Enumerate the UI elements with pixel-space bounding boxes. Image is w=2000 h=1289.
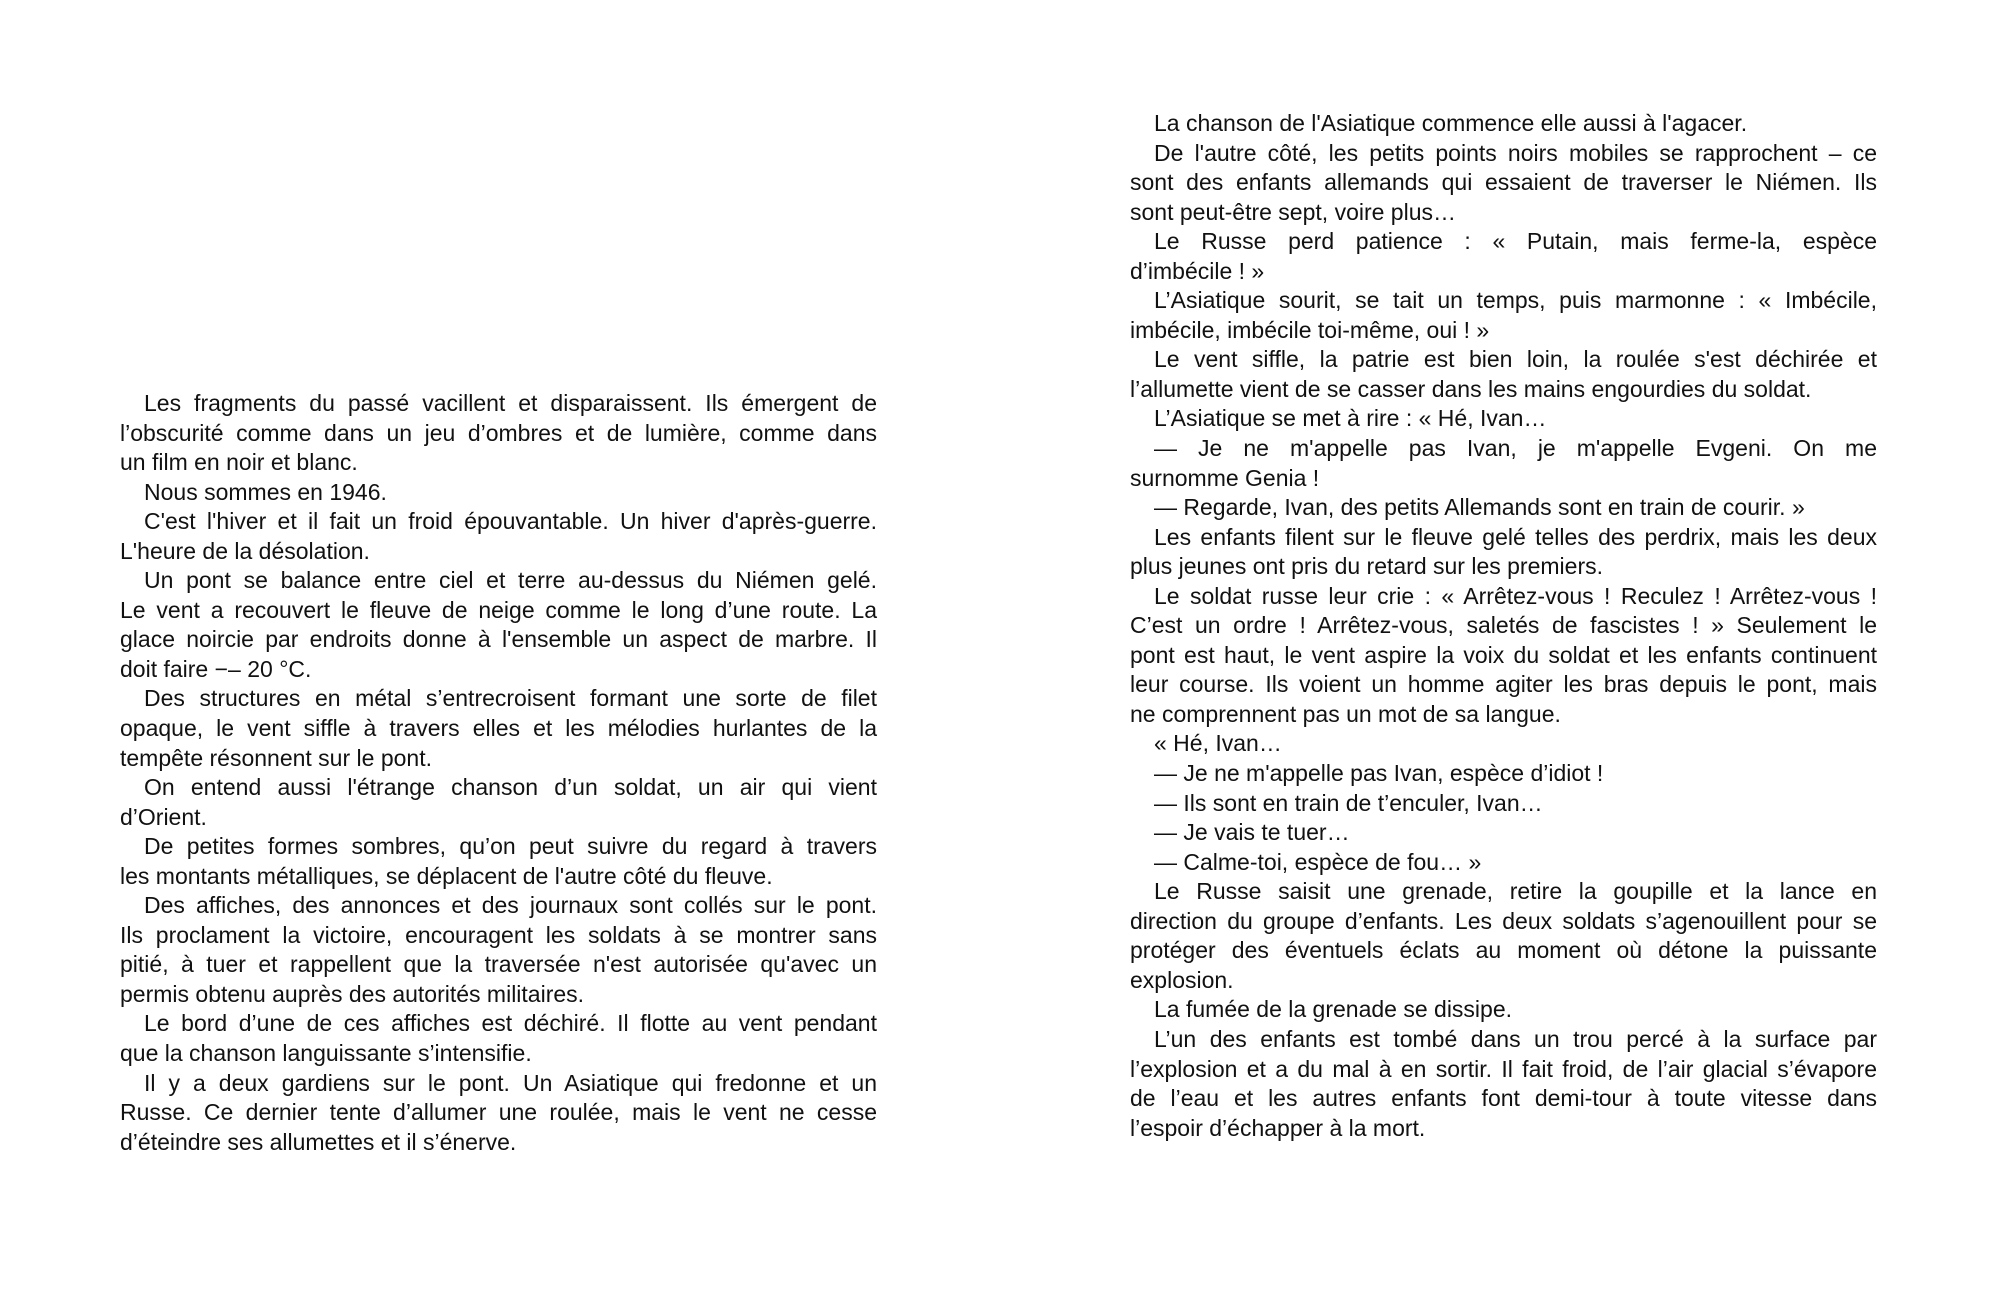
text-line: C'est l'hiver et il fait un froid épouvantable. Un hiver d'après-guerre. (144, 508, 877, 535)
text-line: De l'autre côté, les petits points noirs mobiles se rapprochent – ce (1154, 139, 1877, 166)
text-line: Nous sommes en 1946. (144, 478, 387, 505)
text-line: doit faire −– 20 °C. (120, 655, 312, 682)
text-line: Le Russe perd patience : « Putain, mais ferme-la, espèce (1154, 228, 1877, 255)
text-line: d’éteindre ses allumettes et il s’énerve. (120, 1128, 517, 1155)
text-line: opaque, le vent siffle à travers elles et les mélodies hurlantes de la (120, 715, 877, 742)
text-line: Le soldat russe leur crie : « Arrêtez-vous ! Reculez ! Arrêtez-vous ! (1154, 582, 1877, 609)
text-line: — Je ne m'appelle pas Ivan, espèce d’idiot ! (1154, 760, 1604, 787)
text-line: l’espoir d’échapper à la mort. (1130, 1114, 1426, 1141)
text-line: Le vent siffle, la patrie est bien loin, la roulée s'est déchirée et (1154, 346, 1877, 373)
text-line: Ils proclament la victoire, encouragent les soldats à se montrer sans (120, 921, 877, 948)
text-line: l’obscurité comme dans un jeu d’ombres et de lumière, comme dans (120, 419, 877, 446)
text-line: sont des enfants allemands qui essaient de traverser le Niémen. Ils (1130, 169, 1877, 196)
text-line: d’imbécile ! » (1130, 257, 1265, 284)
text-line: — Ils sont en train de t’enculer, Ivan… (1154, 789, 1543, 816)
left-page-text (120, 389, 877, 1157)
text-line: surnomme Genia ! (1130, 464, 1320, 491)
text-line: Des structures en métal s’entrecroisent formant une sorte de filet (144, 685, 877, 712)
text-line: Les fragments du passé vacillent et disparaissent. Ils émergent de (144, 390, 877, 416)
text-line: Le vent a recouvert le fleuve de neige comme le long d’une route. La (120, 596, 877, 623)
text-line: que la chanson languissante s’intensifie. (120, 1040, 532, 1067)
text-line: — Calme-toi, espèce de fou… » (1154, 848, 1482, 875)
text-line: Russe. Ce dernier tente d’allumer une roulée, mais le vent ne cesse (120, 1099, 877, 1126)
text-line: d’Orient. (120, 803, 207, 830)
text-line: C’est un ordre ! Arrêtez-vous, saletés de fascistes ! » Seulement le (1130, 612, 1877, 639)
text-line: Le bord d’une de ces affiches est déchiré. Il flotte au vent pendant (144, 1010, 877, 1037)
text-line: Il y a deux gardiens sur le pont. Un Asiatique qui fredonne et un (144, 1069, 877, 1096)
text-line: L’Asiatique sourit, se tait un temps, puis marmonne : « Imbécile, (1154, 287, 1877, 314)
text-line: L’un des enfants est tombé dans un trou percé à la surface par (1154, 1025, 1877, 1052)
text-line: « Hé, Ivan… (1154, 730, 1282, 757)
text-line: On entend aussi l'étrange chanson d’un soldat, un air qui vient (144, 774, 877, 801)
text-line: L'heure de la désolation. (120, 537, 370, 564)
right-page-text (1130, 109, 1877, 1143)
text-line: De petites formes sombres, qu’on peut suivre du regard à travers (144, 833, 877, 860)
text-line: pont est haut, le vent aspire la voix du soldat et les enfants continuent (1130, 641, 1877, 668)
text-line: glace noircie par endroits donne à l'ensemble un aspect de marbre. Il (120, 626, 877, 653)
text-line: Des affiches, des annonces et des journaux sont collés sur le pont. (144, 892, 877, 919)
text-line: les montants métalliques, se déplacent de l'autre côté du fleuve. (120, 862, 773, 889)
text-line: tempête résonnent sur le pont. (120, 744, 432, 771)
text-line: explosion. (1130, 966, 1234, 993)
text-line: imbécile, imbécile toi-même, oui ! » (1130, 316, 1490, 343)
text-line: La chanson de l'Asiatique commence elle aussi à l'agacer. (1154, 110, 1748, 136)
text-line: l’allumette vient de se casser dans les mains engourdies du soldat. (1130, 375, 1812, 402)
text-line: Le Russe saisit une grenade, retire la goupille et la lance en (1154, 878, 1877, 905)
text-line: L’Asiatique se met à rire : « Hé, Ivan… (1154, 405, 1547, 432)
text-line: La fumée de la grenade se dissipe. (1154, 996, 1513, 1023)
text-line: un film en noir et blanc. (120, 449, 358, 476)
text-line: de l’eau et les autres enfants font demi-tour à toute vitesse dans (1130, 1085, 1877, 1112)
text-line: sont peut-être sept, voire plus… (1130, 198, 1456, 225)
text-line: pitié, à tuer et rappellent que la traversée n'est autorisée qu'avec un (120, 951, 877, 978)
text-line: direction du groupe d’enfants. Les deux soldats s’agenouillent pour se (1130, 907, 1877, 934)
text-line: — Je vais te tuer… (1154, 819, 1350, 846)
text-line: l’explosion et a du mal à en sortir. Il fait froid, de l’air glacial s’évapore (1130, 1055, 1877, 1082)
text-line: Les enfants filent sur le fleuve gelé telles des perdrix, mais les deux (1154, 523, 1877, 550)
text-line: — Regarde, Ivan, des petits Allemands sont en train de courir. » (1154, 494, 1805, 521)
text-line: protéger des éventuels éclats au moment où détone la puissante (1130, 937, 1877, 964)
text-line: ne comprennent pas un mot de sa langue. (1130, 700, 1561, 727)
text-line: leur course. Ils voient un homme agiter les bras depuis le pont, mais (1130, 671, 1877, 698)
text-line: Un pont se balance entre ciel et terre au-dessus du Niémen gelé. (144, 567, 877, 594)
text-line: — Je ne m'appelle pas Ivan, je m'appelle Evgeni. On me (1154, 435, 1877, 462)
text-line: plus jeunes ont pris du retard sur les premiers. (1130, 553, 1603, 580)
text-line: permis obtenu auprès des autorités militaires. (120, 980, 585, 1007)
